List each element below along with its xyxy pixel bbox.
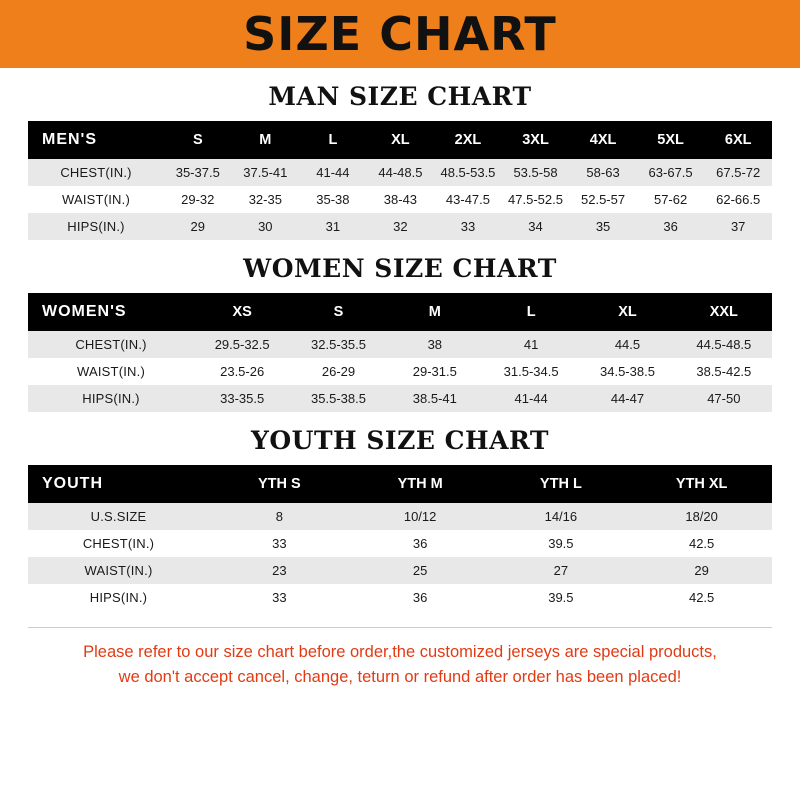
men-chest-6xl: 67.5-72 [704, 159, 772, 186]
youth-size-table [28, 465, 772, 611]
women-waist-m: 29-31.5 [387, 358, 483, 385]
page-title: SIZE CHART [243, 7, 557, 61]
women-col-xxl: XXL [676, 293, 772, 331]
women-table-head [28, 293, 772, 331]
women-hips-xl: 44-47 [579, 385, 675, 412]
youth-chest-s: 33 [209, 530, 350, 557]
men-hips-s: 29 [164, 213, 232, 240]
men-waist-6xl: 62-66.5 [704, 186, 772, 213]
youth-hips-l: 39.5 [491, 584, 632, 611]
men-hips-6xl: 37 [704, 213, 772, 240]
footer-note-line2: we don't accept cancel, change, teturn or refund after order has been placed! [118, 667, 682, 686]
youth-col-m: YTH M [350, 465, 491, 503]
table-row [28, 159, 772, 186]
men-chest-3xl: 53.5-58 [502, 159, 570, 186]
section-title-women: WOMEN SIZE CHART [243, 254, 557, 283]
youth-waist-xl: 29 [631, 557, 772, 584]
men-row-hips-label: HIPS(IN.) [28, 213, 164, 240]
men-col-m: M [232, 121, 300, 159]
women-size-table [28, 293, 772, 412]
women-row-chest-label: CHEST(IN.) [28, 331, 194, 358]
table-row [28, 530, 772, 557]
men-table-head [28, 121, 772, 159]
men-row-waist-label: WAIST(IN.) [28, 186, 164, 213]
women-waist-xs: 23.5-26 [194, 358, 290, 385]
women-hips-l: 41-44 [483, 385, 579, 412]
youth-hips-m: 36 [350, 584, 491, 611]
youth-row-waist-label: WAIST(IN.) [28, 557, 209, 584]
men-hips-m: 30 [232, 213, 300, 240]
youth-chest-xl: 42.5 [631, 530, 772, 557]
men-waist-l: 35-38 [299, 186, 367, 213]
youth-waist-l: 27 [491, 557, 632, 584]
youth-ussize-l: 14/16 [491, 503, 632, 530]
men-chest-5xl: 63-67.5 [637, 159, 705, 186]
women-chest-l: 41 [483, 331, 579, 358]
youth-ussize-s: 8 [209, 503, 350, 530]
table-header-row [28, 293, 772, 331]
men-row-chest-label: CHEST(IN.) [28, 159, 164, 186]
youth-col-l: YTH L [491, 465, 632, 503]
women-waist-s: 26-29 [290, 358, 386, 385]
women-waist-l: 31.5-34.5 [483, 358, 579, 385]
table-row [28, 584, 772, 611]
women-hips-xxl: 47-50 [676, 385, 772, 412]
men-hips-5xl: 36 [637, 213, 705, 240]
youth-col-s: YTH S [209, 465, 350, 503]
men-col-s: S [164, 121, 232, 159]
women-chest-xl: 44.5 [579, 331, 675, 358]
footer-note [28, 627, 772, 690]
women-col-xl: XL [579, 293, 675, 331]
youth-table-head [28, 465, 772, 503]
women-waist-xxl: 38.5-42.5 [676, 358, 772, 385]
table-row [28, 358, 772, 385]
men-waist-xl: 38-43 [367, 186, 435, 213]
women-col-m: M [387, 293, 483, 331]
women-waist-xl: 34.5-38.5 [579, 358, 675, 385]
men-col-l: L [299, 121, 367, 159]
women-row-hips-label: HIPS(IN.) [28, 385, 194, 412]
youth-hips-xl: 42.5 [631, 584, 772, 611]
youth-chest-l: 39.5 [491, 530, 632, 557]
youth-label-header: YOUTH [28, 465, 209, 503]
youth-hips-s: 33 [209, 584, 350, 611]
table-row [28, 213, 772, 240]
women-label-header: WOMEN'S [28, 293, 194, 331]
men-chest-m: 37.5-41 [232, 159, 300, 186]
men-col-2xl: 2XL [434, 121, 502, 159]
table-header-row [28, 121, 772, 159]
section-title-youth: YOUTH SIZE CHART [251, 426, 549, 455]
youth-waist-s: 23 [209, 557, 350, 584]
men-waist-m: 32-35 [232, 186, 300, 213]
men-chest-xl: 44-48.5 [367, 159, 435, 186]
men-label-header: MEN'S [28, 121, 164, 159]
header-bar [0, 0, 800, 68]
men-col-6xl: 6XL [704, 121, 772, 159]
table-row [28, 385, 772, 412]
men-chest-2xl: 48.5-53.5 [434, 159, 502, 186]
women-hips-m: 38.5-41 [387, 385, 483, 412]
men-col-xl: XL [367, 121, 435, 159]
women-chest-m: 38 [387, 331, 483, 358]
youth-ussize-m: 10/12 [350, 503, 491, 530]
men-chest-4xl: 58-63 [569, 159, 637, 186]
youth-chest-m: 36 [350, 530, 491, 557]
table-row [28, 186, 772, 213]
youth-table-body [28, 503, 772, 611]
women-col-l: L [483, 293, 579, 331]
youth-waist-m: 25 [350, 557, 491, 584]
women-table-body [28, 331, 772, 412]
content-area [0, 82, 800, 690]
men-hips-3xl: 34 [502, 213, 570, 240]
women-chest-xxl: 44.5-48.5 [676, 331, 772, 358]
women-col-xs: XS [194, 293, 290, 331]
men-hips-2xl: 33 [434, 213, 502, 240]
women-hips-s: 35.5-38.5 [290, 385, 386, 412]
women-chest-xs: 29.5-32.5 [194, 331, 290, 358]
table-header-row [28, 465, 772, 503]
men-chest-s: 35-37.5 [164, 159, 232, 186]
women-chest-s: 32.5-35.5 [290, 331, 386, 358]
men-waist-s: 29-32 [164, 186, 232, 213]
youth-col-xl: YTH XL [631, 465, 772, 503]
men-col-3xl: 3XL [502, 121, 570, 159]
table-row [28, 503, 772, 530]
youth-row-chest-label: CHEST(IN.) [28, 530, 209, 557]
men-hips-l: 31 [299, 213, 367, 240]
men-hips-xl: 32 [367, 213, 435, 240]
men-hips-4xl: 35 [569, 213, 637, 240]
footer-note-line1: Please refer to our size chart before order,the customized jerseys are special products, [83, 643, 717, 661]
men-chest-l: 41-44 [299, 159, 367, 186]
women-hips-xs: 33-35.5 [194, 385, 290, 412]
men-waist-2xl: 43-47.5 [434, 186, 502, 213]
men-waist-3xl: 47.5-52.5 [502, 186, 570, 213]
men-waist-5xl: 57-62 [637, 186, 705, 213]
men-col-4xl: 4XL [569, 121, 637, 159]
table-row [28, 557, 772, 584]
youth-row-hips-label: HIPS(IN.) [28, 584, 209, 611]
table-row [28, 331, 772, 358]
youth-ussize-xl: 18/20 [631, 503, 772, 530]
section-title-men: MAN SIZE CHART [268, 82, 532, 111]
men-waist-4xl: 52.5-57 [569, 186, 637, 213]
youth-row-ussize-label: U.S.SIZE [28, 503, 209, 530]
men-size-table [28, 121, 772, 240]
men-col-5xl: 5XL [637, 121, 705, 159]
women-row-waist-label: WAIST(IN.) [28, 358, 194, 385]
women-col-s: S [290, 293, 386, 331]
men-table-body [28, 159, 772, 240]
